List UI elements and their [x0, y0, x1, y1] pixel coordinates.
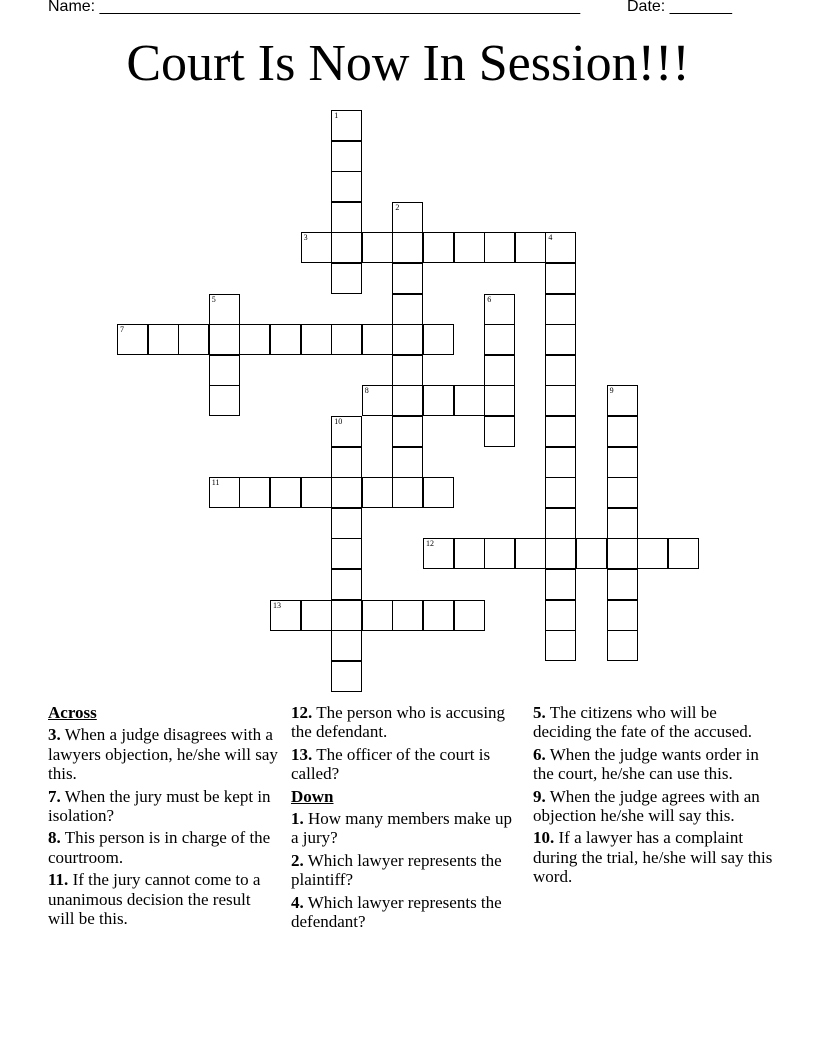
clue-text: If a lawyer has a complaint during the trial, he/she will say this word.	[533, 828, 773, 887]
grid-cell[interactable]	[545, 355, 576, 386]
grid-cell[interactable]	[637, 538, 668, 569]
grid-cell[interactable]	[545, 324, 576, 355]
grid-cell[interactable]	[607, 447, 638, 478]
cell-number: 3	[303, 233, 308, 243]
grid-cell[interactable]	[545, 294, 576, 325]
grid-cell[interactable]	[423, 232, 454, 263]
clue-number: 4.	[291, 892, 304, 912]
clue-text: When the jury must be kept in isolation?	[48, 786, 271, 826]
clue-text: If the jury cannot come to a unanimous decision the result will be this.	[48, 870, 261, 929]
clue-down-10	[533, 828, 773, 886]
cell-number: 6	[487, 294, 492, 304]
clue-text: When a judge disagrees with a lawyers objection, he/she will say this.	[48, 725, 278, 784]
grid-cell[interactable]	[301, 232, 332, 263]
down-heading: Down	[291, 786, 334, 806]
grid-cell[interactable]	[545, 447, 576, 478]
grid-cell[interactable]	[484, 324, 515, 355]
grid-cell[interactable]	[209, 385, 240, 416]
cell-number: 5	[211, 294, 216, 304]
grid-cell[interactable]	[270, 477, 301, 508]
grid-cell[interactable]	[331, 416, 362, 447]
grid-cell[interactable]	[607, 385, 638, 416]
clue-text: The officer of the court is called?	[291, 744, 491, 784]
grid-cell[interactable]	[515, 538, 546, 569]
grid-cell[interactable]	[392, 202, 423, 233]
grid-cell[interactable]	[301, 600, 332, 631]
grid-cell[interactable]	[576, 538, 607, 569]
grid-cell[interactable]	[331, 202, 362, 233]
grid-cell[interactable]	[484, 294, 515, 325]
name-line: Name: ______________________________________________________	[48, 0, 581, 15]
grid-cell[interactable]	[545, 385, 576, 416]
clue-down-1	[291, 809, 523, 848]
clue-column-1	[48, 703, 280, 931]
grid-cell[interactable]	[607, 508, 638, 539]
grid-cell[interactable]	[239, 324, 270, 355]
grid-cell[interactable]	[484, 355, 515, 386]
grid-cell[interactable]	[270, 600, 301, 631]
grid-cell[interactable]	[331, 324, 362, 355]
grid-cell[interactable]	[392, 385, 423, 416]
clue-across-8	[48, 828, 280, 867]
grid-cell[interactable]	[515, 232, 546, 263]
grid-cell[interactable]	[362, 232, 393, 263]
grid-cell[interactable]	[545, 477, 576, 508]
cell-number: 13	[273, 600, 281, 610]
cell-number: 10	[334, 417, 343, 426]
clue-column-2	[291, 703, 523, 934]
clue-text: Which lawyer represents the defendant?	[291, 892, 502, 932]
grid-cell[interactable]	[392, 600, 423, 631]
page-title: Court Is Now In Session!!!	[126, 35, 690, 92]
grid-cell[interactable]	[454, 538, 485, 569]
grid-cell[interactable]	[392, 294, 423, 325]
clue-number: 11.	[48, 870, 69, 890]
clue-number: 10.	[533, 828, 555, 848]
grid-cell[interactable]	[607, 477, 638, 508]
grid-cell[interactable]	[545, 600, 576, 631]
grid-cell[interactable]	[209, 324, 240, 355]
grid-cell[interactable]	[270, 324, 301, 355]
clue-across-13	[291, 745, 523, 784]
grid-cell[interactable]	[607, 416, 638, 447]
grid-cell[interactable]	[239, 477, 270, 508]
cell-number: 4	[548, 233, 553, 243]
grid-cell[interactable]	[668, 538, 699, 569]
grid-cell[interactable]	[331, 630, 362, 661]
grid-cell[interactable]	[331, 263, 362, 294]
cell-number: 7	[120, 325, 124, 335]
clue-number: 1.	[291, 809, 304, 829]
clue-column-3	[533, 703, 773, 890]
grid-cell[interactable]	[607, 538, 638, 569]
grid-cell[interactable]	[392, 447, 423, 478]
clue-down-4	[291, 893, 523, 932]
grid-cell[interactable]	[454, 600, 485, 631]
grid-cell[interactable]	[331, 110, 362, 141]
grid-cell[interactable]	[331, 569, 362, 600]
cell-number: 12	[426, 539, 434, 549]
clue-number: 7.	[48, 786, 61, 806]
grid-cell[interactable]	[423, 600, 454, 631]
grid-cell[interactable]	[301, 324, 332, 355]
grid-cell[interactable]	[484, 385, 515, 416]
grid-cell[interactable]	[331, 171, 362, 202]
grid-cell[interactable]	[362, 385, 393, 416]
grid-cell[interactable]	[178, 324, 209, 355]
grid-cell[interactable]	[331, 600, 362, 631]
cell-number: 11	[211, 478, 220, 488]
date-line: Date: _______	[627, 0, 732, 15]
grid-cell[interactable]	[607, 600, 638, 631]
grid-cell[interactable]	[362, 324, 393, 355]
grid-cell[interactable]	[423, 538, 454, 569]
grid-cell[interactable]	[454, 232, 485, 263]
clue-number: 8.	[48, 828, 61, 848]
grid-cell[interactable]	[392, 263, 423, 294]
clue-across-12	[291, 703, 523, 742]
clue-down-2	[291, 851, 523, 890]
grid-cell[interactable]	[331, 477, 362, 508]
clue-number: 13.	[291, 744, 313, 764]
grid-cell[interactable]	[331, 661, 362, 692]
clue-number: 12.	[291, 703, 313, 722]
grid-cell[interactable]	[209, 355, 240, 386]
grid-cell[interactable]	[331, 232, 362, 263]
grid-cell[interactable]	[545, 232, 576, 263]
grid-cell[interactable]	[392, 324, 423, 355]
grid-cell[interactable]	[331, 538, 362, 569]
grid-cell[interactable]	[545, 538, 576, 569]
grid-cell[interactable]	[484, 232, 515, 263]
grid-cell[interactable]	[209, 294, 240, 325]
grid-cell[interactable]	[423, 477, 454, 508]
clue-text: This person is in charge of the courtroom.	[48, 828, 271, 867]
clue-down-5	[533, 703, 773, 742]
grid-cell[interactable]	[392, 477, 423, 508]
clue-text: How many members make up a jury?	[291, 809, 512, 848]
grid-cell[interactable]	[484, 538, 515, 569]
grid-cell[interactable]	[362, 600, 393, 631]
cell-number: 8	[364, 386, 369, 396]
clue-down-9	[533, 787, 773, 826]
across-heading: Across	[48, 703, 97, 722]
cell-number: 2	[395, 202, 400, 212]
grid-cell[interactable]	[484, 416, 515, 447]
grid-cell[interactable]	[301, 477, 332, 508]
clue-text: The citizens who will be deciding the fate of the accused.	[533, 703, 753, 742]
grid-cell[interactable]	[545, 416, 576, 447]
grid-cell[interactable]	[209, 477, 240, 508]
grid-cell[interactable]	[392, 355, 423, 386]
clue-number: 2.	[291, 850, 304, 870]
clue-number: 5.	[533, 703, 546, 722]
grid-cell[interactable]	[545, 630, 576, 661]
clue-across-7	[48, 787, 280, 826]
clue-text: Which lawyer represents the plaintiff?	[291, 850, 502, 890]
grid-cell[interactable]	[331, 141, 362, 172]
cell-number: 9	[609, 386, 614, 396]
clue-across-11	[48, 870, 280, 928]
clue-number: 3.	[48, 725, 61, 745]
grid-cell[interactable]	[607, 569, 638, 600]
grid-cell[interactable]	[454, 385, 485, 416]
clue-across-3	[48, 725, 280, 783]
grid-cell[interactable]	[423, 385, 454, 416]
grid-cell[interactable]	[331, 508, 362, 539]
grid-cell[interactable]	[148, 324, 179, 355]
grid-cell[interactable]	[545, 508, 576, 539]
clue-text: When the judge agrees with an objection he/she will say this.	[533, 786, 760, 826]
grid-cell[interactable]	[392, 232, 423, 263]
grid-cell[interactable]	[545, 263, 576, 294]
grid-cell[interactable]	[545, 569, 576, 600]
clue-down-6	[533, 745, 773, 784]
clue-text: The person who is accusing the defendant.	[291, 703, 506, 742]
grid-cell[interactable]	[362, 477, 393, 508]
clue-number: 9.	[533, 786, 546, 806]
clue-text: When the judge wants order in the court, he/she can use this.	[533, 744, 759, 784]
grid-cell[interactable]	[392, 416, 423, 447]
grid-cell[interactable]	[331, 447, 362, 478]
grid-cell[interactable]	[117, 324, 148, 355]
cell-number: 1	[334, 111, 339, 120]
clue-number: 6.	[533, 744, 546, 764]
grid-cell[interactable]	[607, 630, 638, 661]
grid-cell[interactable]	[423, 324, 454, 355]
